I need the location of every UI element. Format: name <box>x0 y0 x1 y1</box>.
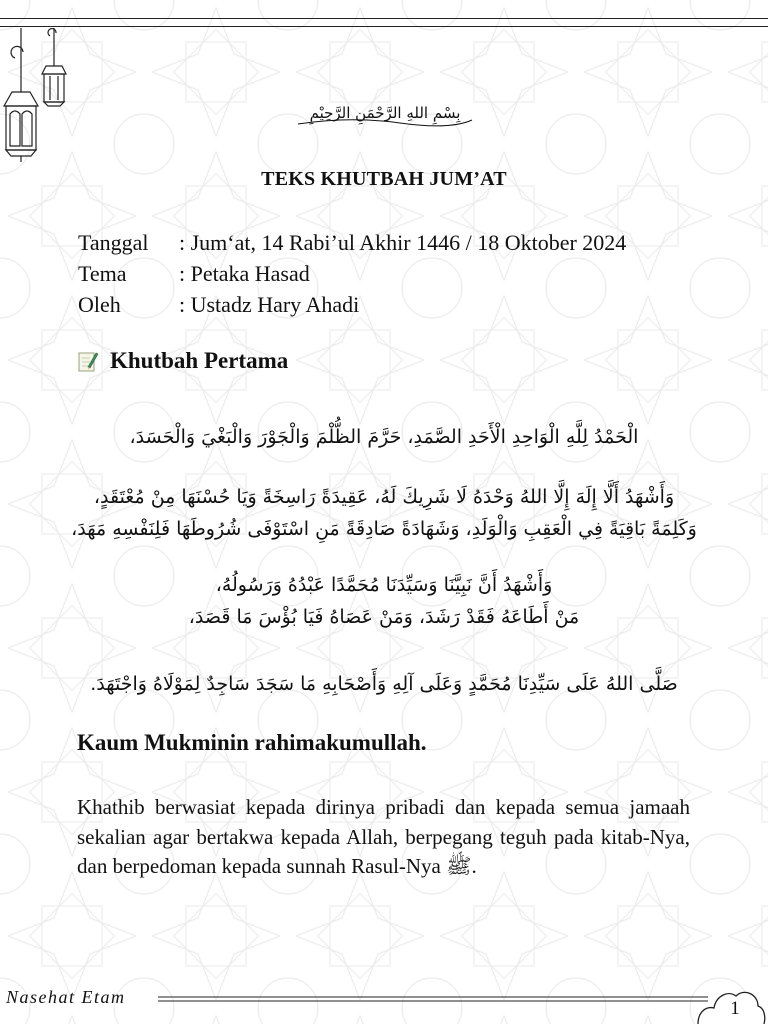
arabic-line: وَأَشْهَدُ أَلَّا إِلَهَ إِلَّا اللهُ وَحْدَهُ لَا شَرِيكَ لَهُ، عَقِيدَةً رَاسِخَةً وَيَا حُسْنَهَا مِنْ مُعْتَقَدٍ، <box>93 486 675 508</box>
meta-key: Tanggal <box>78 230 149 255</box>
arabic-opening-praise <box>60 421 708 453</box>
meta-key: Oleh <box>78 292 121 317</box>
arabic-line: صَلَّى اللهُ عَلَى سَيِّدِنَا مُحَمَّدٍ وَعَلَى آلِهِ وَأَصْحَابِهِ مَا سَجَدَ سَاجِدٌ لِمَوْلَاهُ وَاجْتَهَدَ. <box>90 673 678 695</box>
page-number: 1 <box>730 998 740 1019</box>
khutbah-meta <box>78 227 626 320</box>
congregation-address: Kaum Mukminin rahimakumullah. <box>77 730 427 755</box>
meta-row-speaker <box>78 289 626 320</box>
header-rule-bottom <box>0 26 768 27</box>
meta-value: : Petaka Hasad <box>179 261 310 286</box>
svg-text:بِسْمِ اللهِ الرَّحْمَنِ الرَّ: بِسْمِ اللهِ الرَّحْمَنِ الرَّحِيْمِ <box>309 104 461 122</box>
pencil-note-icon <box>76 349 100 373</box>
arabic-line: الْحَمْدُ لِلَّهِ الْوَاحِدِ الْأَحَدِ الصَّمَدِ، حَرَّمَ الظُّلْمَ وَالْجَوْرَ وَالْبَغْيَ وَالْحَسَدَ، <box>129 426 639 448</box>
arabic-salawat <box>60 668 708 700</box>
footer-rule <box>158 996 708 1002</box>
arabic-line: مَنْ أَطَاعَهُ فَقَدْ رَشَدَ، وَمَنْ عَصَاهُ فَيَا بُؤْسَ مَا قَصَدَ، <box>188 606 580 628</box>
page-title: TEKS KHUTBAH JUM’AT <box>261 168 507 190</box>
hanging-lanterns-icon <box>0 24 80 164</box>
body-paragraph: Khathib berwasiat kepada dirinya pribadi dan kepada semua jamaah sekalian agar bertakwa kepada Allah, berpegang teguh pada kitab-Nya, dan berpedoman kepada sunnah Rasul-Nya ﷺ. <box>77 795 690 878</box>
basmalah-calligraphy <box>290 96 480 130</box>
meta-row-date <box>78 227 626 258</box>
arabic-line: وَكَلِمَةً بَاقِيَةً فِي الْعَقِبِ وَالْوَلَدِ، وَشَهَادَةً صَادِقَةً مَنِ اسْتَوْفَى شُرُوطَهَا فَلِنَفْسِهِ مَهَدَ، <box>71 518 697 540</box>
section-heading-label: Khutbah Pertama <box>110 348 289 373</box>
meta-value: : Jum‘at, 14 Rabi’ul Akhir 1446 / 18 Oktober 2024 <box>179 230 627 255</box>
section-heading <box>76 348 288 374</box>
meta-row-theme <box>78 258 626 289</box>
page-footer <box>0 984 768 1024</box>
header-rule-top <box>0 18 768 19</box>
arabic-shahada-tauhid <box>60 481 708 545</box>
arabic-shahada-rasul <box>60 569 708 633</box>
arabic-line: وَأَشْهَدُ أَنَّ نَبِيَّنَا وَسَيِّدَنَا مُحَمَّدًا عَبْدُهُ وَرَسُولُهُ، <box>215 574 553 596</box>
meta-key: Tema <box>78 261 127 286</box>
meta-value: : Ustadz Hary Ahadi <box>179 292 360 317</box>
footer-brand: Nasehat Etam <box>6 987 126 1007</box>
